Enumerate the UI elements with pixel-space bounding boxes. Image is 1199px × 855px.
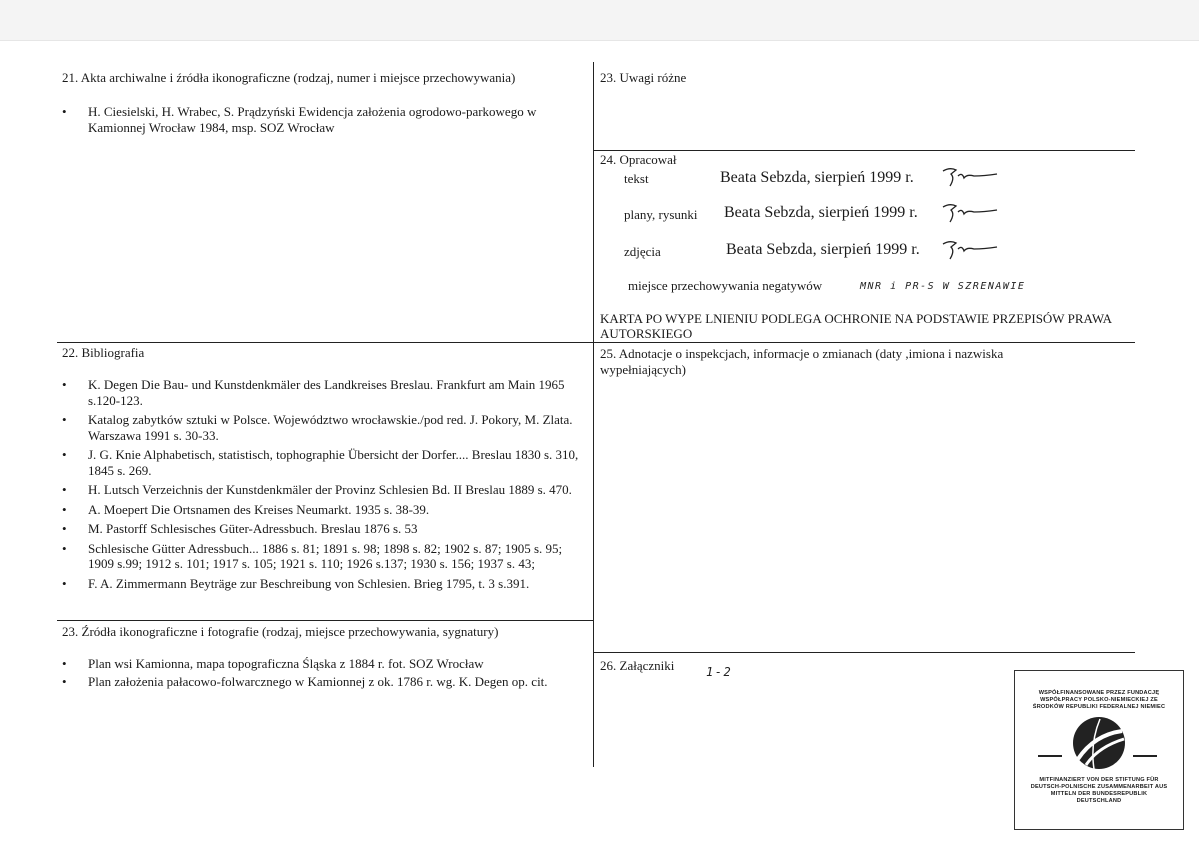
rule-26-top	[593, 652, 1135, 653]
list-item: • J. G. Knie Alphabetisch, statistisch, tophographie Übersicht der Dorfer.... Breslau 1830 s. 310, 1845 s. 269.	[62, 447, 587, 478]
list-item: • H. Ciesielski, H. Wrabec, S. Prądzyński Ewidencja założenia ogrodowo-parkowego w Kamionnej Wrocław 1984, msp. SOZ Wrocław	[62, 104, 587, 135]
section-24-heading: 24. Opracował	[600, 152, 677, 167]
opracowal-value-tekst: Beata Sebzda, sierpień 1999 r.	[720, 169, 914, 186]
globe-icon	[1064, 715, 1134, 771]
foundation-logo	[1014, 670, 1184, 830]
list-item: • H. Lutsch Verzeichnis der Kunstdenkmäler der Provinz Schlesien Bd. II Breslau 1889 s. 470.	[62, 482, 587, 498]
opracowal-label-tekst: tekst	[624, 171, 649, 186]
section-22-heading: 22. Bibliografia	[62, 345, 145, 360]
section-25-heading: 25. Adnotacje o inspekcjach, informacje o zmianach (daty ,imiona i nazwiska wypełniających)	[600, 346, 1004, 377]
list-item: • A. Moepert Die Ortsnamen des Kreises Neumarkt. 1935 s. 38-39.	[62, 502, 587, 518]
logo-text-top: WSPÓŁFINANSOWANE PRZEZ FUNDACJĘ WSPÓŁPRACY POLSKO-NIEMIECKIEJ ZE ŚRODKÓW REPUBLIKI FEDERALNEJ NIEMIEC	[1032, 690, 1166, 710]
list-item: • Katalog zabytków sztuki w Polsce. Województwo wrocławskie./pod red. J. Pokory, M. Zlata. Warszawa 1991 s. 30-33.	[62, 412, 587, 443]
logo-dash-left	[1038, 755, 1062, 757]
copyright-notice: KARTA PO WYPE LNIENIU PODLEGA OCHRONIE NA PODSTAWIE PRZEPISÓW PRAWA AUTORSKIEGO	[600, 311, 1112, 341]
section-21-heading: 21. Akta archiwalne i źródła ikonograficzne (rodzaj, numer i miejsce przechowywania)	[62, 70, 516, 85]
negatives-value: MNR i PR-S W SZRENAWIE	[860, 281, 1026, 292]
scan-top-band	[0, 0, 1199, 41]
section-23-list	[62, 656, 587, 693]
section-23-uwagi-heading: 23. Uwagi różne	[600, 70, 687, 85]
logo-text-bottom: MITFINANZIERT VON DER STIFTUNG FÜR DEUTSCH-POLNISCHE ZUSAMMENARBEIT AUS MITTELN DER BUNDESREPUBLIK DEUTSCHLAND	[1030, 777, 1168, 804]
opracowal-value-zdjecia: Beata Sebzda, sierpień 1999 r.	[726, 241, 920, 258]
logo-dash-right	[1133, 755, 1157, 757]
section-22-list	[62, 377, 587, 595]
list-item: • Plan założenia pałacowo-folwarcznego w Kamionnej z ok. 1786 r. wg. K. Degen op. cit.	[62, 674, 587, 690]
opracowal-label-plany: plany, rysunki	[624, 207, 698, 222]
vertical-divider	[593, 62, 594, 767]
rule-24-top	[593, 150, 1135, 151]
opracowal-label-zdjecia: zdjęcia	[624, 244, 661, 259]
signature	[940, 200, 1000, 226]
attachments-value: 1-2	[706, 665, 733, 679]
section-26-heading: 26. Załączniki	[600, 658, 675, 673]
negatives-label: miejsce przechowywania negatywów	[628, 278, 823, 293]
opracowal-value-plany: Beata Sebzda, sierpień 1999 r.	[724, 204, 918, 221]
list-item: • K. Degen Die Bau- und Kunstdenkmäler des Landkreises Breslau. Frankfurt am Main 1965 s.120-123.	[62, 377, 587, 408]
rule-23a-top	[57, 620, 594, 621]
list-item: • Schlesische Gütter Adressbuch... 1886 s. 81; 1891 s. 98; 1898 s. 82; 1902 s. 87; 1905 s. 95; 1909 s.99; 1912 s. 101; 1917 s. 105; 1921 s. 110; 1926 s.137; 1930 s. 156; 1937 s. 43;	[62, 541, 587, 572]
list-item: • M. Pastorff Schlesisches Güter-Adressbuch. Breslau 1876 s. 53	[62, 521, 587, 537]
rule-row-22	[57, 342, 1135, 343]
list-item: • Plan wsi Kamionna, mapa topograficzna Śląska z 1884 r. fot. SOZ Wrocław	[62, 656, 587, 672]
section-21-list	[62, 104, 587, 139]
list-item: • F. A. Zimmermann Beyträge zur Beschreibung von Schlesien. Brieg 1795, t. 3 s.391.	[62, 576, 587, 592]
section-23-heading: 23. Źródła ikonograficzne i fotografie (rodzaj, miejsce przechowywania, sygnatury)	[62, 624, 499, 639]
signature	[940, 237, 1000, 263]
signature	[940, 164, 1000, 190]
